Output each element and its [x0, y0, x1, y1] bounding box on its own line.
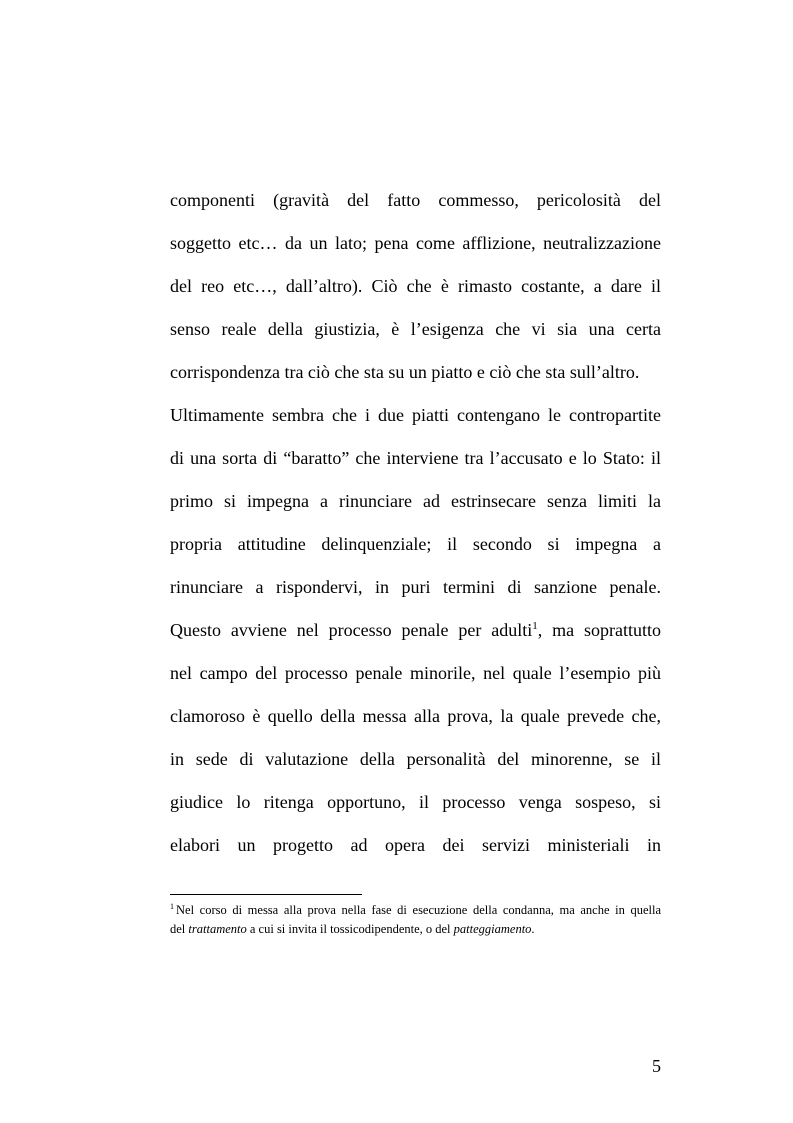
body-line: senso reale della giustizia, è l’esigenza che vi sia una certa	[170, 319, 661, 339]
body-line: primo si impegna a rinunciare ad estrinsecare senza limiti la	[170, 491, 661, 511]
footnote-separator	[170, 894, 362, 895]
footnote-reference-marker[interactable]: 1	[532, 620, 538, 632]
body-line: Ultimamente sembra che i due piatti contengano le contropartite	[170, 405, 661, 425]
body-line-with-footnote-ref	[170, 609, 661, 652]
page-number: 5	[652, 1056, 661, 1076]
footnote-text: del	[170, 922, 189, 936]
body-line: soggetto etc… da un lato; pena come afflizione, neutralizzazione	[170, 233, 661, 253]
body-line: nel campo del processo penale minorile, nel quale l’esempio più	[170, 663, 661, 683]
footnote-ref-text-after: , ma soprattutto	[537, 620, 661, 640]
footnote-text: Nel corso di messa alla prova nella fase di esecuzione della condanna, ma anche in quella	[176, 903, 661, 917]
footnote-text: a cui si invita il tossicodipendente, o del	[246, 922, 454, 936]
body-line: componenti (gravità del fatto commesso, pericolosità del	[170, 190, 661, 210]
body-line: del reo etc…, dall’altro). Ciò che è rimasto costante, a dare il	[170, 276, 661, 296]
body-line: rinunciare a rispondervi, in puri termini di sanzione penale.	[170, 577, 661, 597]
body-line: corrispondenza tra ciò che sta su un piatto e ciò che sta sull’altro.	[170, 362, 640, 382]
footnote-text: .	[531, 922, 535, 936]
footnote-line	[170, 901, 661, 920]
body-text	[170, 179, 661, 867]
body-line: elabori un progetto ad opera dei servizi ministeriali in	[170, 835, 661, 855]
footnote-marker: 1	[170, 902, 174, 911]
body-line: in sede di valutazione della personalità del minorenne, se il	[170, 749, 661, 769]
footnote-ref-text-before: Questo avviene nel processo penale per adulti	[170, 620, 533, 640]
body-line: di una sorta di “baratto” che interviene tra l’accusato e lo Stato: il	[170, 448, 661, 468]
body-line: clamoroso è quello della messa alla prova, la quale prevede che,	[170, 706, 661, 726]
body-line: propria attitudine delinquenziale; il secondo si impegna a	[170, 534, 661, 554]
footnote-line	[170, 920, 661, 939]
footnote-italic-term: patteggiamento	[453, 922, 532, 936]
body-line: giudice lo ritenga opportuno, il processo venga sospeso, si	[170, 792, 661, 812]
footnote	[170, 901, 661, 939]
footnote-italic-term: trattamento	[188, 922, 247, 936]
